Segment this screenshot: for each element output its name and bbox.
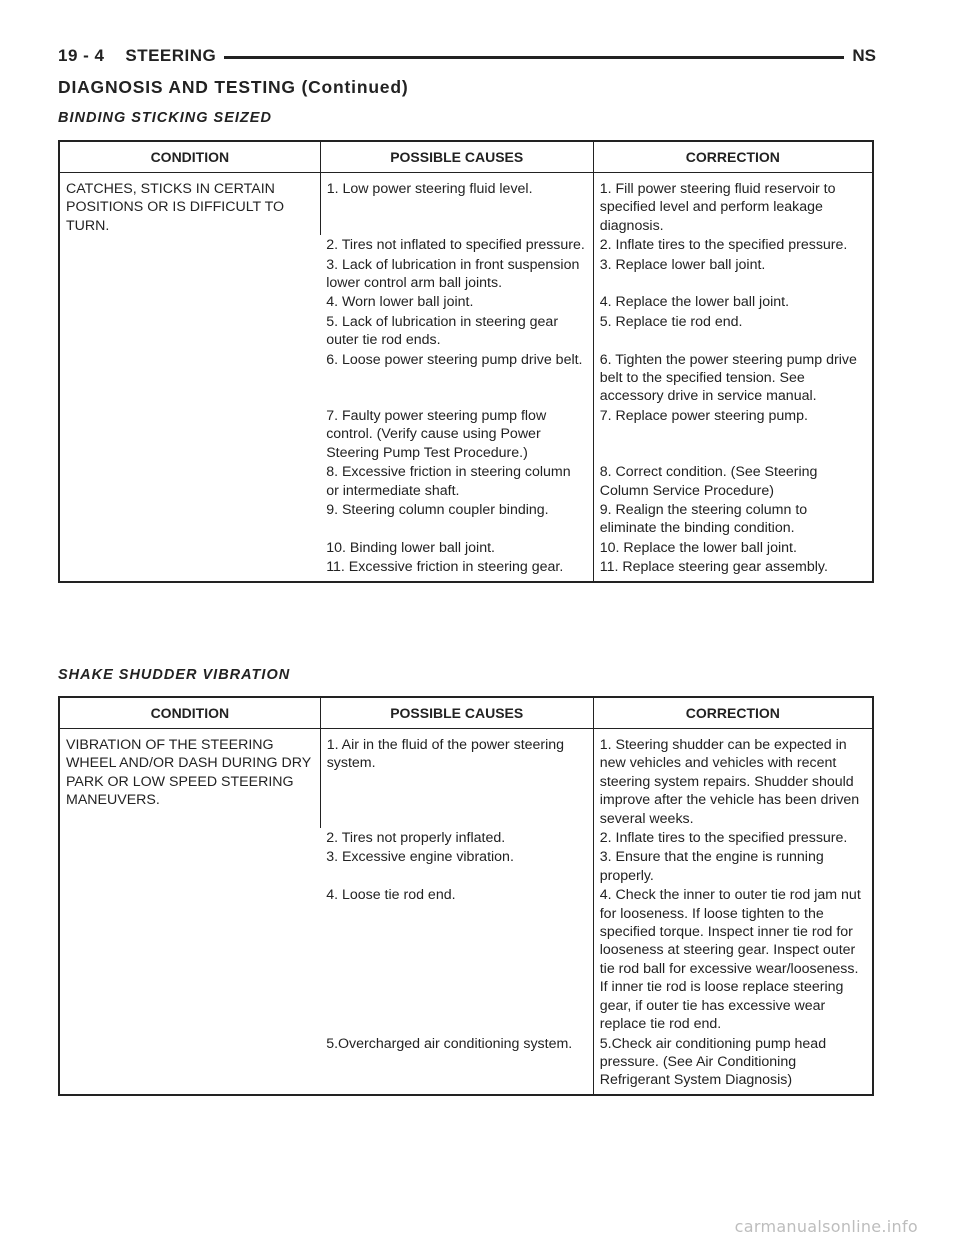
table-header-row [59, 141, 873, 173]
correction-cell: 5.Check air conditioning pump head pressure. (See Air Conditioning Refrigerant System Diagnosis) [593, 1034, 873, 1095]
column-header-condition: CONDITION [59, 141, 320, 173]
correction-cell: 4. Check the inner to outer tie rod jam nut for looseness. If loose tighten to the specified torque. Inspect inner tie rod for looseness at steering gear. Inspect outer tie rod ball for excessive wear/looseness. If inner tie rod is loose replace steering gear, if outer tie has excessive wear replace tie rod end. [593, 885, 873, 1033]
correction-cell: 4. Replace the lower ball joint. [593, 292, 873, 311]
page-header [58, 46, 876, 70]
correction-cell: 5. Replace tie rod end. [593, 312, 873, 350]
column-header-correction: CORRECTION [593, 697, 873, 729]
cause-cell: 2. Tires not inflated to specified pressure. [326, 237, 585, 254]
cause-cell: 1. Air in the fluid of the power steering system. [320, 729, 593, 829]
section-title: DIAGNOSIS AND TESTING (Continued) [58, 77, 409, 97]
correction-cell: 1. Steering shudder can be expected in new vehicles and vehicles with recent steering system repairs. Shudder should improve after the vehicle has been driven several weeks. [593, 729, 873, 829]
correction-cell: 7. Replace power steering pump. [593, 406, 873, 462]
cause-cell: 9. Steering column coupler binding. [326, 501, 549, 518]
cause-cell: 4. Worn lower ball joint. [326, 294, 474, 311]
cause-cell: 5. Lack of lubrication in steering gear outer tie rod ends. [326, 313, 559, 349]
cause-cell: 11. Excessive friction in steering gear. [326, 559, 564, 576]
correction-cell: 3. Replace lower ball joint. [593, 255, 873, 293]
correction-cell: 9. Realign the steering column to eliminate the binding condition. [593, 500, 873, 538]
correction-cell: 8. Correct condition. (See Steering Column Service Procedure) [593, 462, 873, 500]
table-row [59, 729, 873, 829]
cause-cell: 3. Excessive engine vibration. [326, 849, 514, 866]
column-header-causes: POSSIBLE CAUSES [320, 141, 593, 173]
column-header-correction: CORRECTION [593, 141, 873, 173]
diagnosis-table-shake [58, 696, 874, 1096]
correction-cell: 11. Replace steering gear assembly. [593, 557, 873, 581]
table-title-binding: BINDING STICKING SEIZED [58, 110, 272, 126]
correction-cell: 6. Tighten the power steering pump drive belt to the specified tension. See accessory drive in service manual. [593, 350, 873, 406]
cause-cell: 4. Loose tie rod end. [326, 887, 456, 904]
column-header-condition: CONDITION [59, 697, 320, 729]
correction-cell: 10. Replace the lower ball joint. [593, 538, 873, 557]
condition-cell: CATCHES, STICKS IN CERTAIN POSITIONS OR IS DIFFICULT TO TURN. [66, 181, 285, 234]
cause-cell: 7. Faulty power steering pump flow control. (Verify cause using Power Steering Pump Test Procedure.) [326, 407, 547, 461]
model-code: NS [844, 46, 876, 66]
cause-cell: 5.Overcharged air conditioning system. [326, 1035, 573, 1052]
cause-cell: 3. Lack of lubrication in front suspension lower control arm ball joints. [326, 256, 580, 292]
column-header-causes: POSSIBLE CAUSES [320, 697, 593, 729]
table-title-shake: SHAKE SHUDDER VIBRATION [58, 667, 291, 683]
diagnosis-table-binding [58, 140, 874, 583]
condition-cell: VIBRATION OF THE STEERING WHEEL AND/OR DASH DURING DRY PARK OR LOW SPEED STEERING MANEUVERS. [66, 737, 311, 809]
cause-cell: 1. Low power steering fluid level. [320, 173, 593, 236]
correction-cell: 3. Ensure that the engine is running properly. [593, 847, 873, 885]
correction-cell: 1. Fill power steering fluid reservoir to specified level and perform leakage diagnosis. [593, 173, 873, 236]
cause-cell: 6. Loose power steering pump drive belt. [326, 351, 583, 368]
table-header-row [59, 697, 873, 729]
cause-cell: 8. Excessive friction in steering column or intermediate shaft. [326, 464, 571, 499]
cause-cell: 2. Tires not properly inflated. [326, 830, 506, 847]
cause-cell: 10. Binding lower ball joint. [326, 539, 495, 556]
page-number-section: 19 - 4 STEERING [58, 46, 224, 66]
correction-cell: 2. Inflate tires to the specified pressure. [593, 235, 873, 254]
table-row [59, 173, 873, 236]
correction-cell: 2. Inflate tires to the specified pressure. [593, 828, 873, 847]
watermark: carmanualsonline.info [734, 1217, 918, 1236]
